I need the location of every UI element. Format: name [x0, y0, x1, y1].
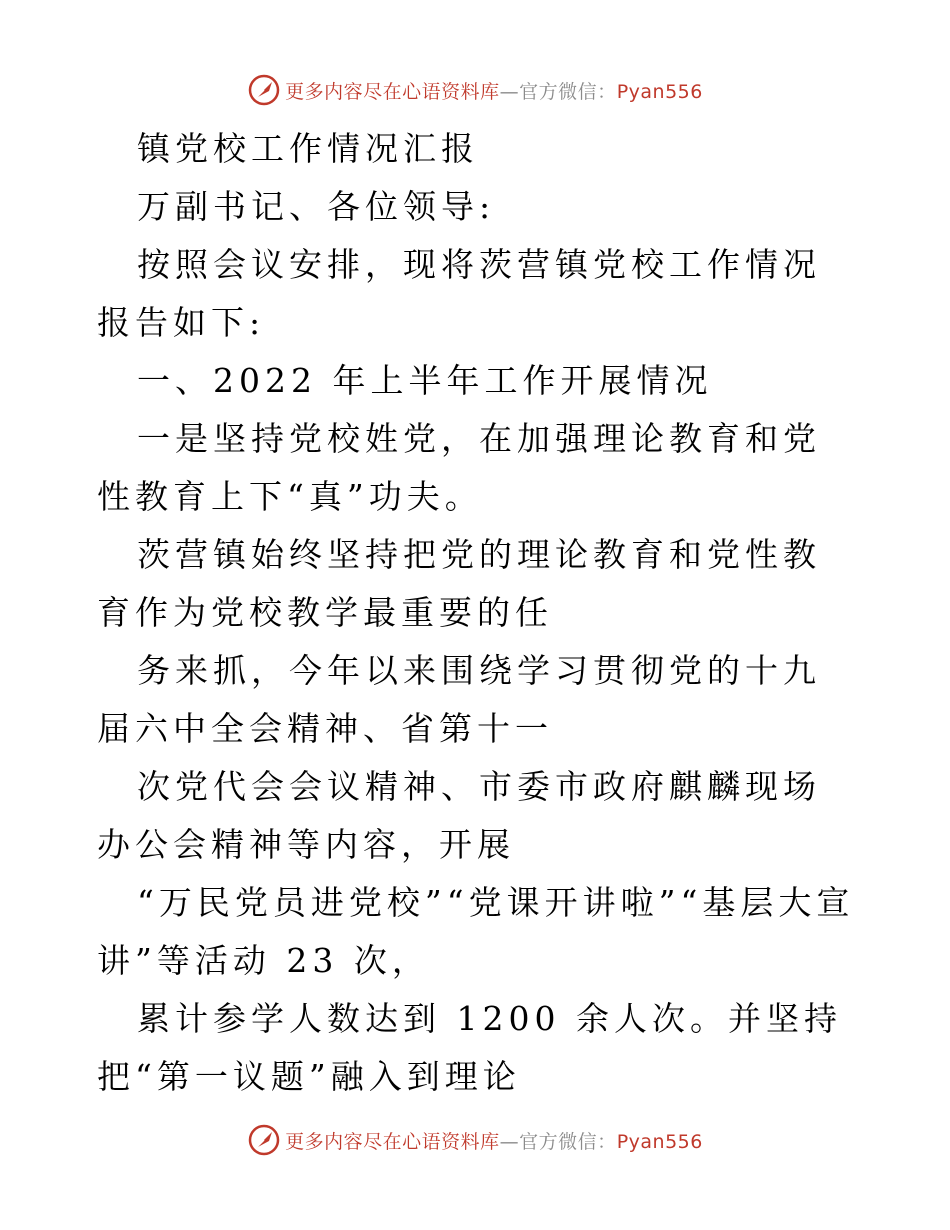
paragraph: 次党代会会议精神、市委市政府麒麟现场办公会精神等内容，开展	[97, 767, 821, 864]
quill-logo-icon	[247, 1123, 281, 1157]
salutation: 万副书记、各位领导:	[137, 187, 496, 226]
document-title: 镇党校工作情况汇报	[137, 129, 479, 168]
banner-text	[285, 1127, 703, 1154]
paragraph: “万民党员进党校”“党课开讲啦”“基层大宣讲”等活动 23 次，	[97, 883, 855, 980]
paragraph: 一是坚持党校姓党，在加强理论教育和党性教育上下“真”功夫。	[97, 419, 821, 516]
footer-watermark-banner	[0, 1118, 950, 1162]
section-heading: 一、2022 年上半年工作开展情况	[137, 361, 713, 400]
banner-account: Pyan556	[616, 80, 703, 103]
banner-account: Pyan556	[616, 1130, 703, 1153]
quill-logo-icon	[247, 73, 281, 107]
paragraph: 务来抓，今年以来围绕学习贯彻党的十九届六中全会精神、省第十一	[97, 651, 821, 748]
banner-main: 更多内容尽在心语资料库	[285, 80, 500, 103]
header-watermark-banner	[0, 68, 950, 112]
paragraph: 累计参学人数达到 1200 余人次。并坚持把“第一议题”融入到理论	[97, 999, 842, 1096]
banner-text	[285, 77, 703, 104]
paragraph: 按照会议安排，现将茨营镇党校工作情况报告如下:	[97, 245, 821, 342]
banner-main: 更多内容尽在心语资料库	[285, 1130, 500, 1153]
banner-sub: 官方微信：	[519, 1130, 617, 1153]
banner-dash: —	[499, 1130, 520, 1153]
banner-sub: 官方微信：	[519, 80, 617, 103]
banner-dash: —	[499, 80, 520, 103]
document-body	[97, 120, 857, 1106]
paragraph: 茨营镇始终坚持把党的理论教育和党性教育作为党校教学最重要的任	[97, 535, 821, 632]
